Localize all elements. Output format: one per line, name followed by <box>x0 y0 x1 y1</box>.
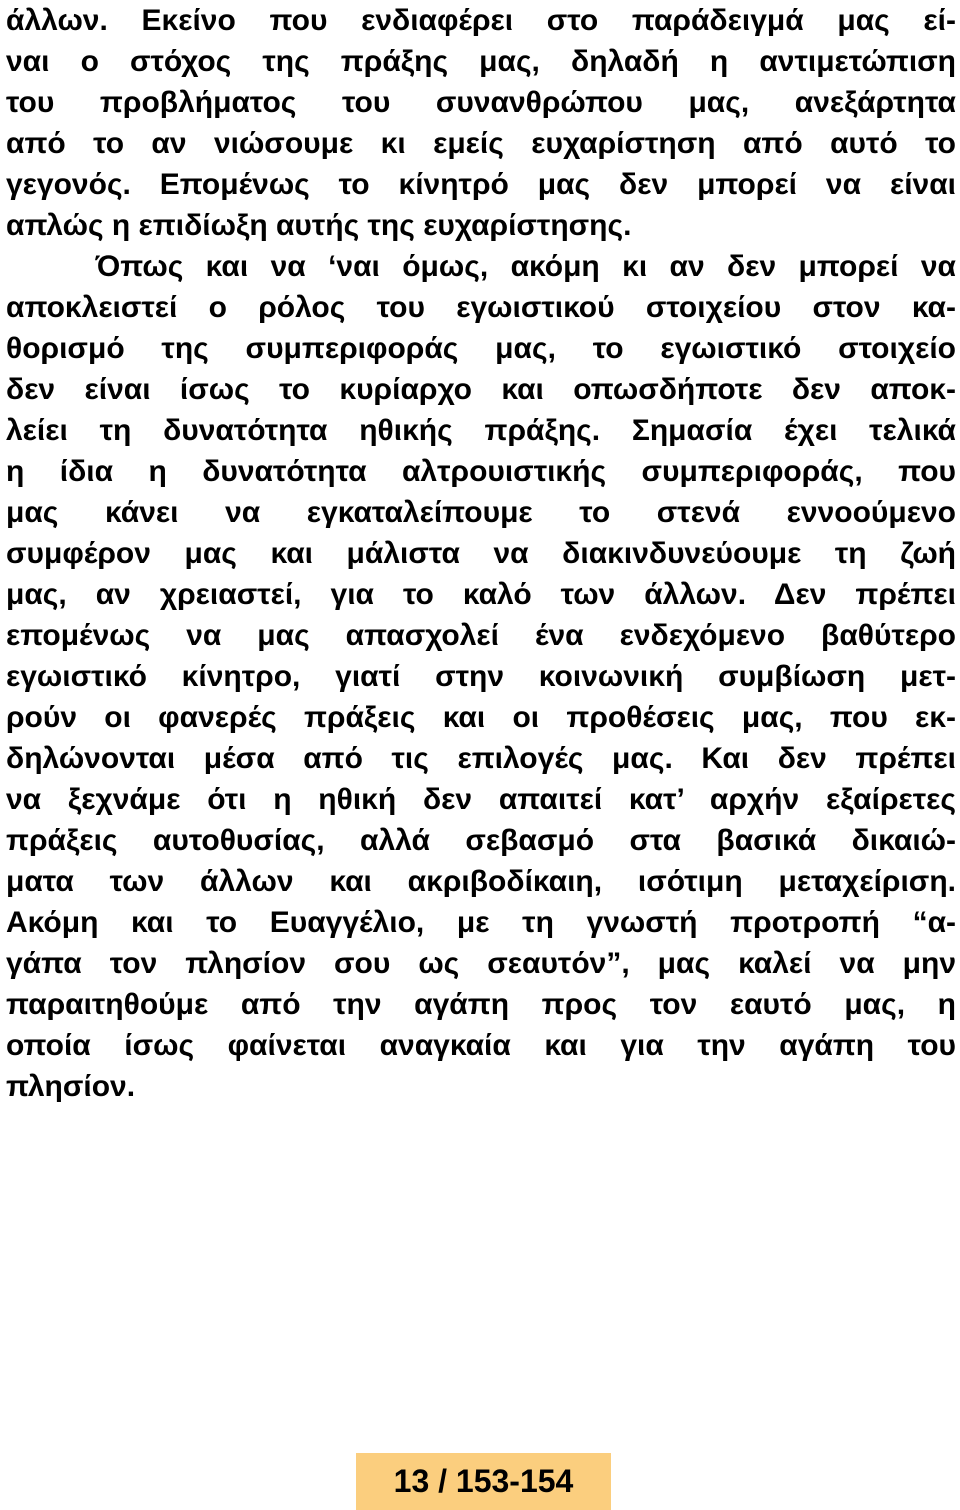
text-line: επομένως να μας απασχολεί ένα ενδεχόμενο βαθύτερο <box>6 619 956 652</box>
text-line: εγωιστικό κίνητρο, γιατί στην κοινωνική συμβίωση μετ- <box>6 660 956 693</box>
text-line: παραιτηθούμε από την αγάπη προς τον εαυτό μας, η <box>6 988 956 1021</box>
text-line: από το αν νιώσουμε κι εμείς ευχαρίστηση από αυτό το <box>6 127 956 160</box>
text-line: Ακόμη και το Ευαγγέλιο, με τη γνωστή προτροπή “α- <box>6 906 956 939</box>
text-line: άλλων. Εκείνο που ενδιαφέρει στο παράδειγμά μας εί- <box>6 4 956 37</box>
text-line: συμφέρον μας και μάλιστα να διακινδυνεύουμε τη ζωή <box>6 537 956 570</box>
text-line: να ξεχνάμε ότι η ηθική δεν απαιτεί κατ’ αρχήν εξαίρετες <box>6 783 956 816</box>
text-line: του προβλήματος του συνανθρώπου μας, ανεξάρτητα <box>6 86 956 119</box>
text-line: γεγονός. Επομένως το κίνητρό μας δεν μπορεί να είναι <box>6 168 956 201</box>
text-line: πλησίον. <box>6 1070 136 1103</box>
text-line: ματα των άλλων και ακριβοδίκαιη, ισότιμη μεταχείριση. <box>6 865 956 898</box>
text-line: λείει τη δυνατότητα ηθικής πράξης. Σημασία έχει τελικά <box>6 414 956 447</box>
text-line: δηλώνονται μέσα από τις επιλογές μας. Και δεν πρέπει <box>6 742 956 775</box>
text-line: αποκλειστεί ο ρόλος του εγωιστικού στοιχείου στον κα- <box>6 291 956 324</box>
text-line: ρούν οι φανερές πράξεις και οι προθέσεις μας, που εκ- <box>6 701 956 734</box>
text-line: μας κάνει να εγκαταλείπουμε το στενά εννοούμενο <box>6 496 956 529</box>
text-line: γάπα τον πλησίον σου ως σεαυτόν”, μας καλεί να μην <box>6 947 956 980</box>
text-line: απλώς η επιδίωξη αυτής της ευχαρίστησης. <box>6 209 632 242</box>
text-line: πράξεις αυτοθυσίας, αλλά σεβασμό στα βασικά δικαιώ- <box>6 824 956 857</box>
text-line: δεν είναι ίσως το κυρίαρχο και οπωσδήποτε δεν αποκ- <box>6 373 956 406</box>
text-line: η ίδια η δυνατότητα αλτρουιστικής συμπεριφοράς, που <box>6 455 956 488</box>
body-text <box>6 0 956 1107</box>
text-line: ναι ο στόχος της πράξης μας, δηλαδή η αντιμετώπιση <box>6 45 956 78</box>
text-line: οποία ίσως φαίνεται αναγκαία και για την αγάπη του <box>6 1029 956 1062</box>
text-line: θορισμό της συμπεριφοράς μας, το εγωιστικό στοιχείο <box>6 332 956 365</box>
page-number-label: 13 / 153-154 <box>393 1463 574 1499</box>
text-line: Όπως και να ‘ναι όμως, ακόμη κι αν δεν μπορεί να <box>6 250 956 283</box>
text-line: μας, αν χρειαστεί, για το καλό των άλλων. Δεν πρέπει <box>6 578 956 611</box>
page-number-badge <box>356 1453 611 1510</box>
